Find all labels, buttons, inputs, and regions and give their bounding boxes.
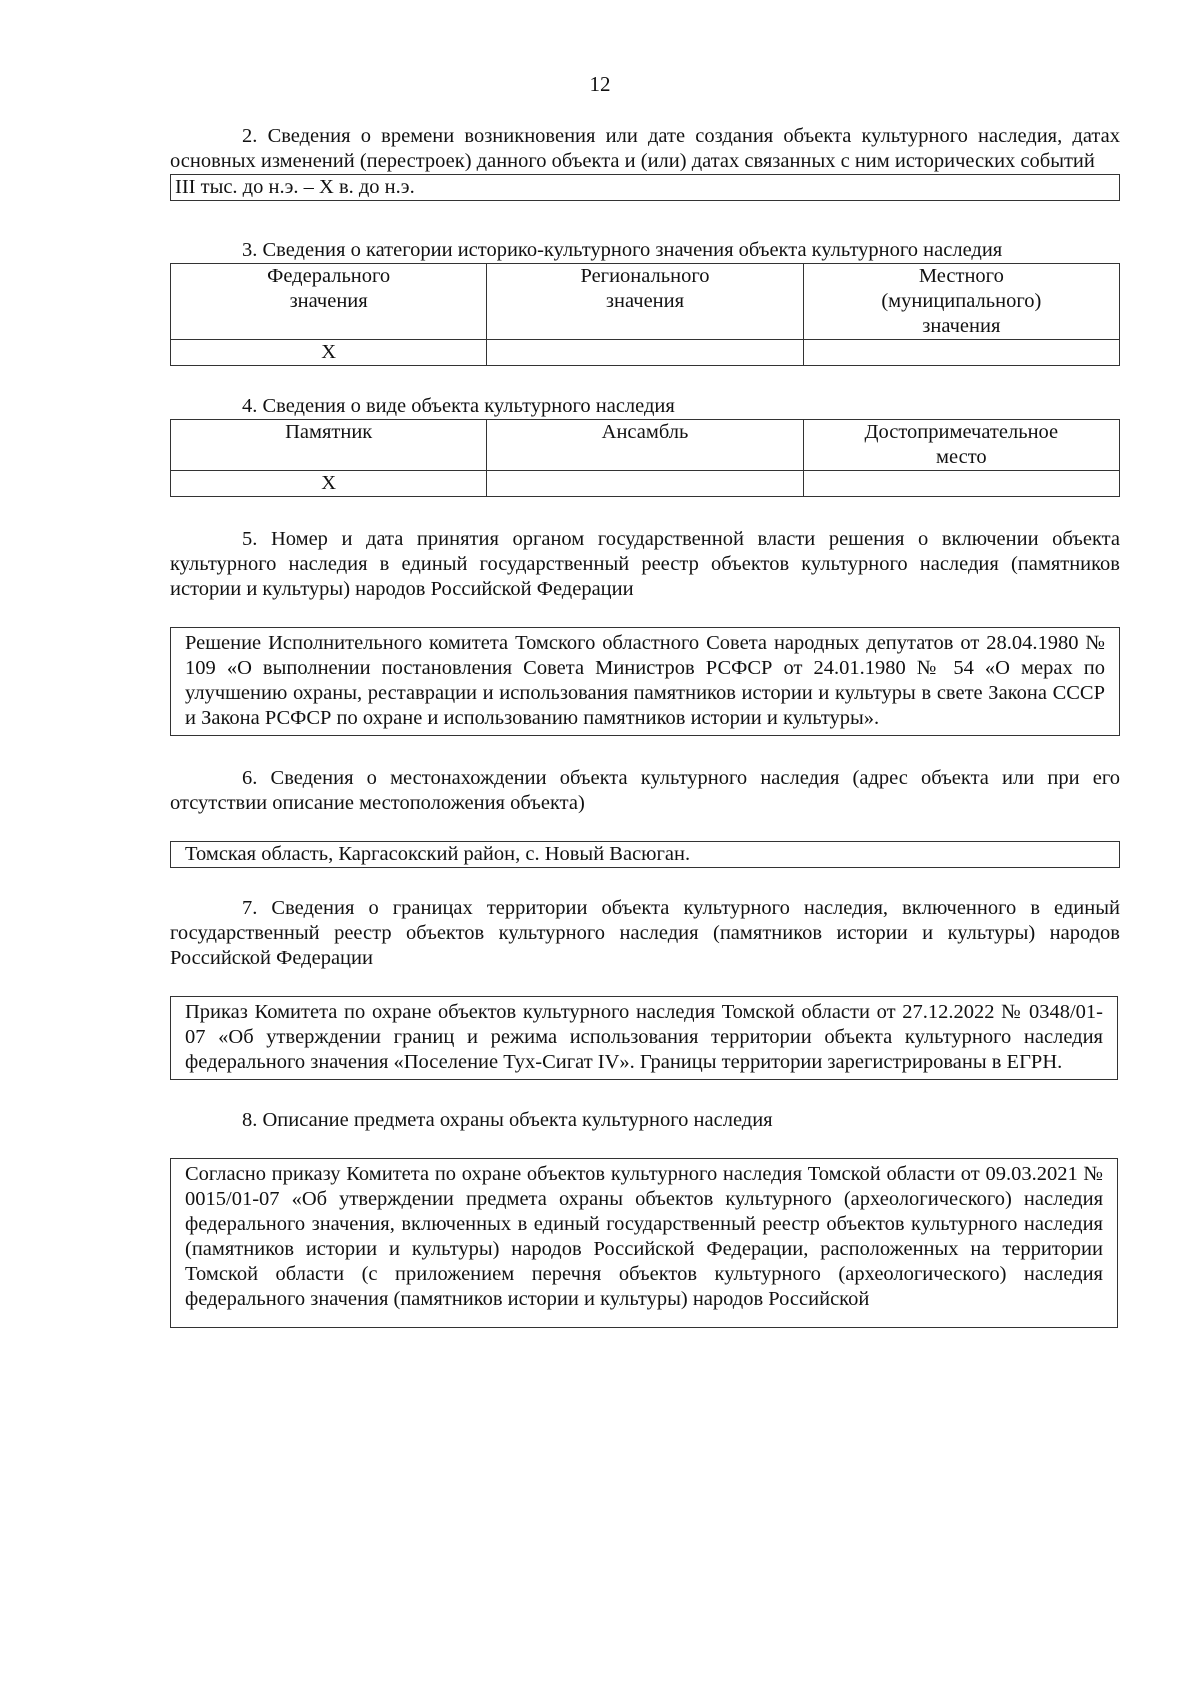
section-2-value: III тыс. до н.э. – X в. до н.э.: [175, 176, 415, 198]
section-7-value: Приказ Комитета по охране объектов культурного наследия Томской области от 27.12.2022 № 0348/01-07 «Об утверждении границ и режима использования территории объекта культурного наследия федерального значения «Поселение Тух-Сигат IV». Границы территории зарегистрированы в ЕГРН.: [185, 1001, 1103, 1073]
section-2-heading: 2. Сведения о времени возникновения или дате создания объекта культурного наследия, датах основных изменений (перестроек) данного объекта и (или) датах связанных с ним исторических событий: [170, 125, 1120, 172]
section-6-value: Томская область, Каргасокский район, с. Новый Васюган.: [185, 843, 691, 865]
section-5-heading: 5. Номер и дата принятия органом государственной власти решения о включении объекта культурного наследия в единый государственный реестр объектов культурного наследия (памятников истории и культуры) народов Российской Федерации: [170, 528, 1120, 600]
section-8-value-box: [170, 1158, 1118, 1328]
category-regional-header: Регионального значения: [487, 264, 803, 340]
section-7-value-box: [170, 996, 1118, 1080]
type-ensemble-header: Ансамбль: [487, 420, 803, 471]
category-table-header-row: [171, 264, 1120, 340]
type-landmark-mark: [803, 471, 1119, 497]
category-federal-mark: Х: [171, 340, 487, 366]
category-table: [170, 263, 1120, 366]
section-6-value-box: [170, 841, 1120, 868]
type-monument-mark: Х: [171, 471, 487, 497]
type-table-mark-row: [171, 471, 1120, 497]
type-ensemble-mark: [487, 471, 803, 497]
section-7-heading: 7. Сведения о границах территории объекта культурного наследия, включенного в единый государственный реестр объектов культурного наследия (памятников истории и культуры) народов Российской Федерации: [170, 897, 1120, 969]
section-4-heading: 4. Сведения о виде объекта культурного наследия: [242, 395, 675, 417]
document-body: [170, 124, 1120, 1328]
category-local-header: Местного (муниципального) значения: [803, 264, 1119, 340]
type-monument-header: Памятник: [171, 420, 487, 471]
section-8-heading: 8. Описание предмета охраны объекта культурного наследия: [242, 1109, 773, 1131]
category-table-mark-row: [171, 340, 1120, 366]
category-regional-mark: [487, 340, 803, 366]
section-3-heading: 3. Сведения о категории историко-культурного значения объекта культурного наследия: [242, 239, 1003, 261]
category-local-mark: [803, 340, 1119, 366]
page-number: 12: [589, 72, 611, 96]
section-8-value: Согласно приказу Комитета по охране объектов культурного наследия Томской области от 09.03.2021 № 0015/01-07 «Об утверждении предмета охраны объектов культурного (археологического) наследия федерального значения, включенных в единый государственный реестр объектов культурного наследия (памятников истории и культуры) народов Российской Федерации, расположенных на территории Томской области (с приложением перечня объектов культурного (археологического) наследия федерального значения (памятников истории и культуры) народов Российской: [185, 1163, 1103, 1310]
category-federal-header: Федерального значения: [171, 264, 487, 340]
type-table: [170, 419, 1120, 497]
section-5-value: Решение Исполнительного комитета Томского областного Совета народных депутатов от 28.04.1980 № 109 «О выполнении постановления Совета Министров РСФСР от 24.01.1980 № 54 «О мерах по улучшению охраны, реставрации и использования памятников истории и культуры в свете Закона СССР и Закона РСФСР по охране и использованию памятников истории и культуры».: [185, 632, 1105, 729]
type-table-header-row: [171, 420, 1120, 471]
section-5-value-box: [170, 627, 1120, 736]
section-6-heading: 6. Сведения о местонахождении объекта культурного наследия (адрес объекта или при его отсутствии описание местоположения объекта): [170, 767, 1120, 814]
section-2-value-box: [170, 174, 1120, 201]
type-landmark-header: Достопримечательное место: [803, 420, 1119, 471]
